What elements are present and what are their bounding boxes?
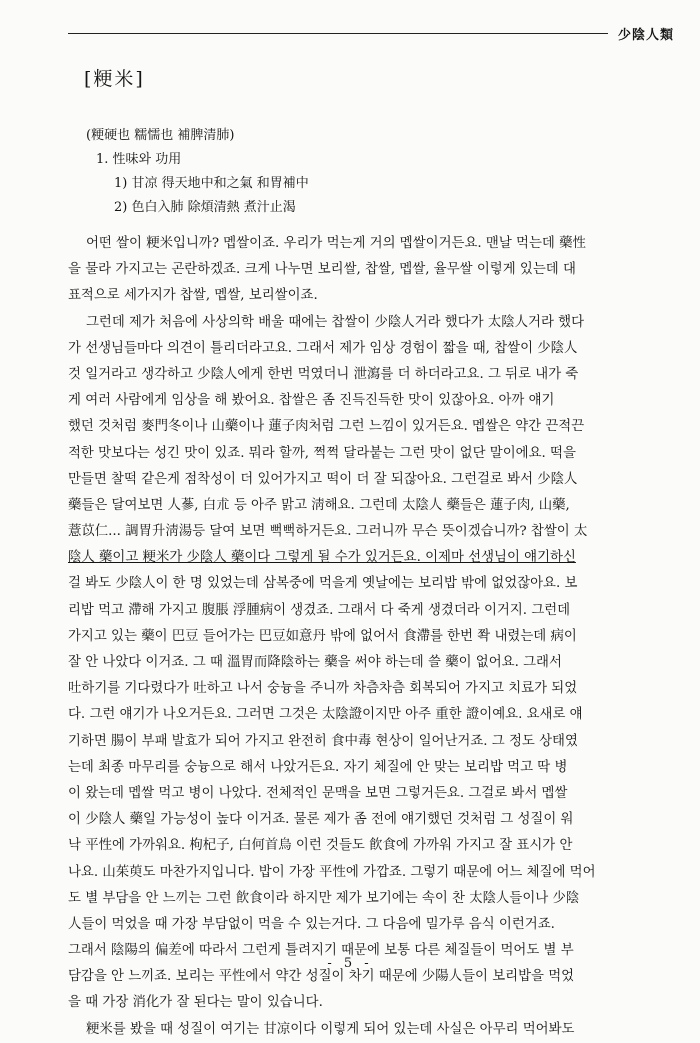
body-line: 낙 平性에 가까워요. 枸杞子, 白何首烏 이런 것들도 飮食에 가까워 가지고 잘 표시가 안 [68, 838, 573, 854]
subheading-taste-function: 1. 性味와 功用 [96, 152, 182, 167]
body-line: 표적으로 세가지가 찹쌀, 멥쌀, 보리쌀이죠. [68, 288, 318, 304]
body-line: 薏苡仁... 調胃升淸湯등 달여 보면 뻑뻑하거든요. 그러니까 무슨 뜻이겠습니까? 찹쌀이 太 [68, 524, 588, 540]
body-line: 잘 안 나았다 이거죠. 그 때 溫胃而降陰하는 藥을 써야 하는데 쓸 藥이 없어요. 그래서 [68, 655, 562, 670]
function-item-2: 2) 色白入肺 除煩清熱 煮汁止渴 [114, 200, 296, 215]
body-line: 그런데 제가 처음에 사상의학 배울 때에는 찹쌀이 少陰人거라 했다가 太陰人거라 했다 [86, 314, 585, 330]
body-text [68, 231, 668, 1043]
body-line: 했던 것처럼 麥門冬이나 山藥이나 蓮子肉처럼 그런 느낌이 있거든요. 멥쌀은 약간 끈적끈 [68, 419, 585, 435]
body-line: 는데 최종 마무리를 숭늉으로 해서 나았거든요. 자기 체질에 안 맞는 보리밥 먹고 딱 병 [68, 759, 568, 775]
body-line: 吐하기를 기다렸다가 吐하고 나서 숭늉을 주니까 차츰차츰 회복되어 가지고 치료가 되었 [68, 681, 578, 697]
body-line: 가지고 있는 藥이 巴豆 들어가는 巴豆如意丹 밖에 없어서 食滯를 한번 쫙 내렸는데 病이 [68, 628, 577, 644]
body-line: 게 여러 사람에게 임상을 해 봤어요. 찹쌀은 좀 진득진득한 맛이 있잖아요. 아까 얘기 [68, 393, 555, 409]
body-line: 을 물라 가지고는 곤란하겠죠. 크게 나누면 보리쌀, 찹쌀, 멥쌀, 율무쌀 이렇게 있는데 대 [68, 262, 576, 278]
body-line: 그래서 陰陽의 偏差에 따라서 그런게 틀려지기 때문에 보통 다른 체질들이 먹어도 별 부 [68, 943, 574, 959]
body-line-underlined: 陰人 藥이고 粳米가 少陰人 藥이다 그렇게 될 수가 있거든요. 이제마 선생님이 얘기하신 [68, 550, 576, 566]
section-title: [粳米] [84, 68, 145, 90]
body-line: 粳米를 봤을 때 성질이 여기는 甘凉이다 이렇게 되어 있는데 사실은 아무리 먹어봐도 [86, 1021, 575, 1037]
page-number: - 5 - [327, 956, 373, 971]
body-line: 걸 봐도 少陰人이 한 명 있었는데 삼복중에 먹을게 옛날에는 보리밥 밖에 없었잖아요. 보 [68, 576, 578, 592]
body-line: 藥들은 달여보면 人蔘, 白朮 등 아주 맑고 淸해요. 그런데 太陰人 藥들은 蓮子肉, 山藥, [68, 497, 570, 513]
body-line: 가 선생님들마다 의견이 틀리더라고요. 그래서 제가 임상 경험이 짧을 때, 찹쌀이 少陰人 [68, 340, 578, 356]
body-line: 적한 맛보다는 성긴 맛이 있죠. 뭐라 할까, 쩍쩍 달라붙는 그런 맛이 없단 말이에요. 떡을 [68, 445, 576, 461]
body-line: 이 少陰人 藥일 가능성이 높다 이거죠. 물론 제가 좀 전에 얘기했던 것처럼 그 성질이 워 [68, 812, 574, 828]
body-line: 어떤 쌀이 粳米입니까? 멥쌀이죠. 우리가 먹는게 거의 멥쌀이거든요. 맨날 먹는데 藥性 [86, 236, 586, 251]
body-line: 나요. 山茱萸도 마찬가지입니다. 밥이 가장 平性에 가깝죠. 그렇기 때문에 어느 체질에 먹어 [68, 864, 596, 880]
function-item-1: 1) 甘凉 得天地中和之氣 和胃補中 [114, 176, 309, 191]
body-line: 人들이 먹었을 때 가장 부담없이 먹을 수 있는거다. 그 다음에 밀가루 음식 이런거죠. [68, 916, 555, 932]
herb-summary [86, 124, 309, 220]
body-line: 다. 그런 얘기가 나오거든요. 그러면 그것은 太陰證이지만 아주 重한 證이예요. 요새로 얘 [68, 707, 583, 723]
herb-properties: (粳硬也 糯懦也 補脾清肺) [86, 128, 235, 143]
body-line: 것 일거라고 생각하고 少陰人에게 한번 먹였더니 泄瀉를 더 하더라고요. 그 뒤로 내가 죽 [68, 366, 579, 382]
body-line: 기하면 腸이 부패 발효가 되어 가지고 완전히 食中毒 현상이 일어난거죠. 그 정도 상태였 [68, 733, 578, 749]
running-header: 少陰人類 [617, 28, 674, 43]
body-line: 도 별 부담을 안 느끼는 그런 飮食이라 하지만 제가 보기에는 속이 찬 太陰人들이나 少陰 [68, 890, 580, 906]
header-rule [68, 33, 608, 34]
body-line: 담감을 안 느끼죠. 보리는 平性에서 약간 성질이 차기 때문에 少陽人들이 보리밥을 먹었 [68, 969, 575, 985]
body-line: 이 왔는데 멥쌀 먹고 병이 나았다. 전체적인 문맥을 보면 그렇거든요. 그걸로 봐서 멥쌀 [68, 785, 568, 801]
body-line: 리밥 먹고 滯해 가지고 腹脹 浮腫病이 생겼죠. 그래서 다 죽게 생겼더라 이거지. 그런데 [68, 602, 571, 618]
body-line: 만들면 찰떡 같은게 점착성이 더 있어가지고 떡이 더 잘 되잖아요. 그런걸로 봐서 少陰人 [68, 471, 578, 487]
body-line: 을 때 가장 消化가 잘 된다는 말이 있습니다. [68, 995, 323, 1011]
